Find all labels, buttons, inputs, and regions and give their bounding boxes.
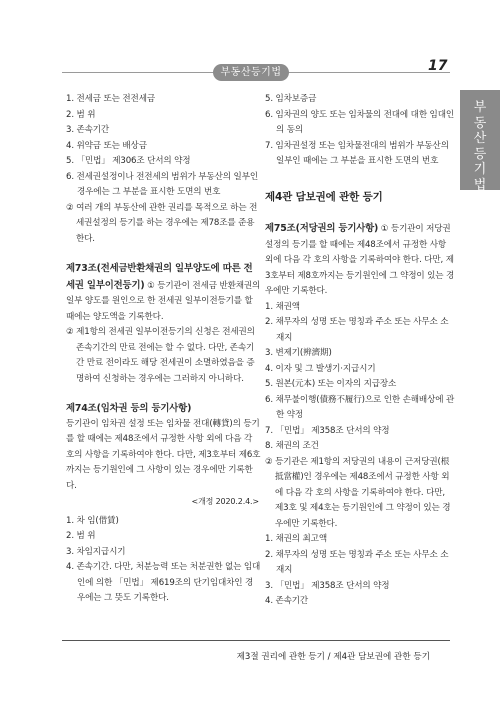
page-number: 17 xyxy=(428,58,448,74)
right-column xyxy=(265,92,455,610)
article-title: (임차권 등의 등기사항) xyxy=(96,403,192,414)
article-heading xyxy=(265,223,378,234)
list-item: 1. 채권액 xyxy=(265,301,300,312)
list-item: 4. 이자 및 그 발생기·지급시기 xyxy=(265,363,376,374)
chapter-side-tab xyxy=(460,90,500,193)
list-item: 3. 변제기(辨濟期) xyxy=(265,348,332,358)
paragraph: ② 여러 개의 부동산에 관한 권리를 목적으로 하는 전세권설정의 등기를 하는 경우에는 제78조를 준용한다. xyxy=(66,202,258,244)
list-item: 7. 「민법」 제358조 단서의 약정 xyxy=(265,425,390,436)
paragraph: ① 등기관이 전세금 반환채권의 일부 양도를 원인으로 한 전세권 일부이전등기를 할 때에는 양도액을 기록한다. xyxy=(66,280,261,322)
article-number: 제73조 xyxy=(66,263,97,274)
list-item: 1. 전세금 또는 전전세금 xyxy=(66,94,156,104)
article-title: (저당권의 등기사항) xyxy=(295,223,379,234)
list-item: 3. 「민법」 제358조 단서의 약정 xyxy=(265,580,390,591)
paragraph: ① 등기관이 저당권설정의 등기를 할 때에는 제48조에서 규정한 사항 외에 다음 각 호의 사항을 기록하여야 한다. 다만, 제3호부터 제8호까지는 등기원인에 그 약정이 있는 경우에만 기록한다. xyxy=(265,224,455,296)
list-item: 3. 차임지급시기 xyxy=(66,546,126,557)
list-item: 2. 채무자의 성명 또는 명칭과 주소 또는 사무소 소재지 xyxy=(265,317,449,343)
list-item: 4. 존속기간 xyxy=(265,596,309,606)
list-item: 6. 전세권설정이나 전전세의 범위가 부동산의 일부인 경우에는 그 부분을 표시한 도면의 번호 xyxy=(66,171,258,197)
list-item: 4. 위약금 또는 배상금 xyxy=(66,140,147,151)
section-title: 제4관 담보권에 관한 등기 xyxy=(265,190,383,203)
article-number: 제74조 xyxy=(66,403,97,414)
list-item: 3. 존속기간 xyxy=(66,125,110,135)
list-item: 8. 채권의 조건 xyxy=(265,441,319,451)
paragraph: ② 제1항의 전세권 일부이전등기의 신청은 전세권의 존속기간의 만료 전에는 할 수 없다. 다만, 존속기간 만료 전이라도 해당 전세권이 소멸하였음을 증명하여 신청하는 경우에는 그러하지 아니하다. xyxy=(66,327,255,384)
list-item: 5. 원본(元本) 또는 이자의 지급장소 xyxy=(265,379,397,389)
article-number: 제75조 xyxy=(265,223,296,234)
footer-rule xyxy=(62,640,450,641)
article-title: (전세금반환채권의 일부양도에 따른 전세권 일부이전등기) xyxy=(66,263,253,291)
list-item: 6. 임차권의 양도 또는 임차물의 전대에 대한 임대인의 동의 xyxy=(265,109,455,135)
list-item: 5. 「민법」 제306조 단서의 약정 xyxy=(66,156,191,166)
article-73 xyxy=(66,261,261,325)
list-item: 2. 범 위 xyxy=(66,109,96,120)
list-item: 1. 차 임(借賃) xyxy=(66,515,119,526)
paragraph: ② 등기관은 제1항의 저당권의 내용이 근저당권(根抵當權)인 경우에는 제48조에서 규정한 사항 외에 다음 각 호의 사항을 기록하여야 한다. 다만, 제3호 및 제4호는 등기원인에 그 약정이 있는 경우에만 기록한다. xyxy=(265,456,451,529)
article-75 xyxy=(265,221,455,300)
list-item: 2. 채무자의 성명 또는 명칭과 주소 또는 사무소 소재지 xyxy=(265,549,449,575)
side-tab-label: 부동산등기법 xyxy=(473,100,487,193)
article-heading xyxy=(66,401,261,417)
list-item: 6. 채무불이행(債務不履行)으로 인한 손해배상에 관한 약정 xyxy=(265,394,455,420)
list-item: 5. 임차보증금 xyxy=(265,94,317,104)
running-header: 부동산등기법 xyxy=(213,64,289,81)
list-item: 4. 존속기간. 다만, 처분능력 또는 처분권한 없는 임대인에 의한 「민법」 제619조의 단기임대차인 경우에는 그 뜻도 기록한다. xyxy=(66,562,261,603)
paragraph: 등기관이 임차권 설정 또는 임차물 전대(轉貸)의 등기를 할 때에는 제48조에서 규정한 사항 외에 다음 각 호의 사항을 기록하여야 한다. 다만, 제3호부터 제6호까지는 등기원인에 그 사항이 있는 경우에만 기록한다. xyxy=(66,418,261,491)
amendment-note: <개정 2020.2.4.> xyxy=(191,497,259,506)
list-item: 1. 채권의 최고액 xyxy=(265,534,327,544)
list-item: 2. 범 위 xyxy=(66,531,96,541)
list-item: 7. 임차권설정 또는 임차물전대의 범위가 부동산의 일부인 때에는 그 부분을 표시한 도면의 번호 xyxy=(265,140,449,166)
running-footer: 제3절 권리에 관한 등기 / 제4관 담보권에 관한 등기 xyxy=(236,652,430,662)
left-column xyxy=(66,92,261,607)
